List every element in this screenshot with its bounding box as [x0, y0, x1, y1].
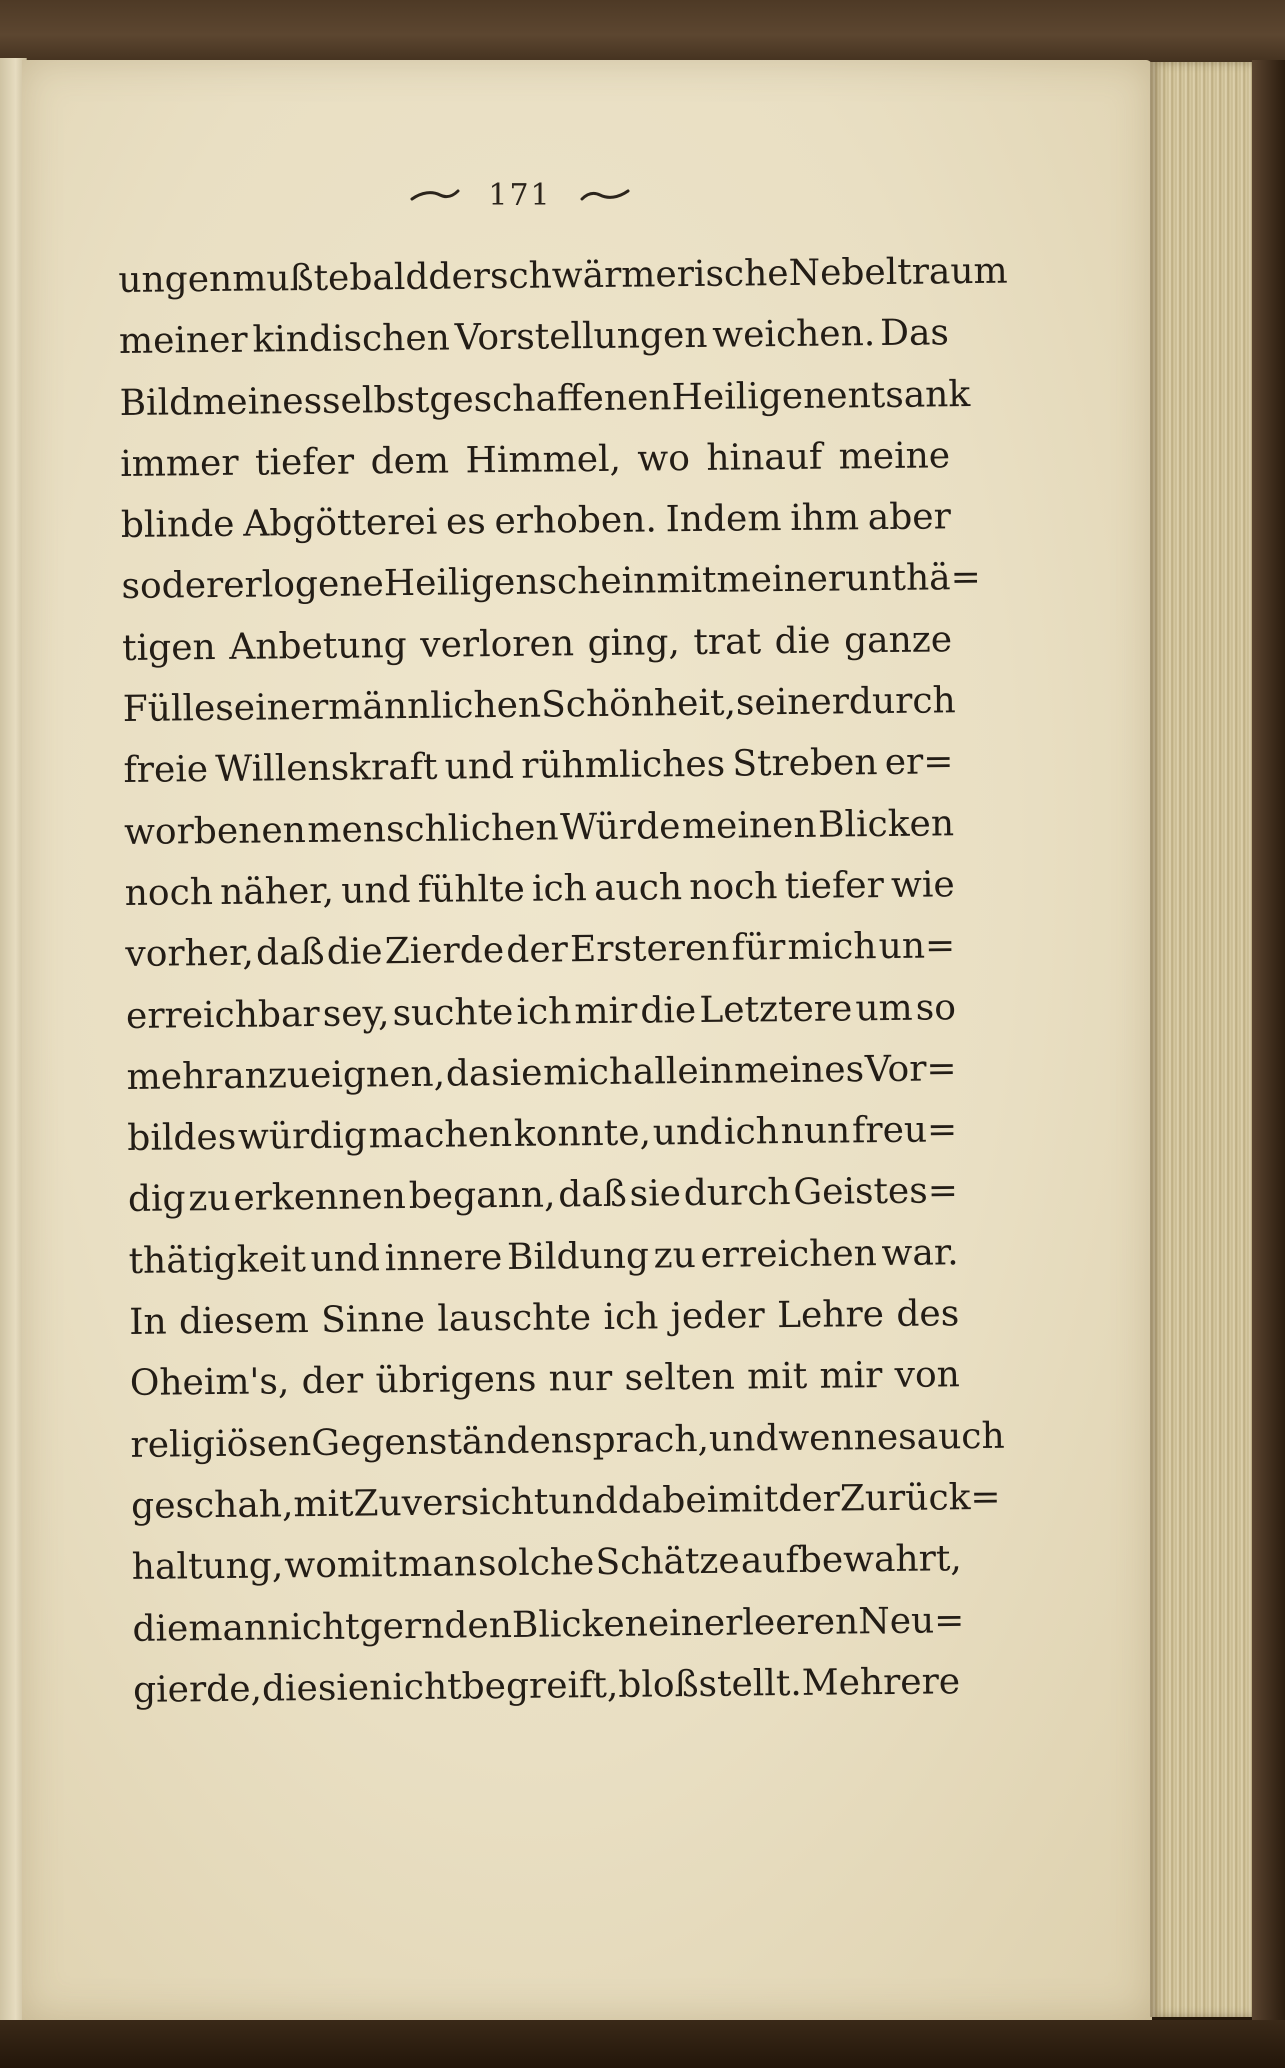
word: wo — [637, 437, 691, 480]
word: gern — [359, 1605, 445, 1648]
word: In — [129, 1301, 167, 1343]
word: erreichen — [700, 1232, 878, 1276]
word: mit — [656, 560, 717, 602]
word: Mehrere — [801, 1661, 961, 1704]
text-line — [121, 486, 952, 556]
word: und — [340, 869, 411, 912]
text-line — [118, 241, 1008, 311]
text-line — [127, 1099, 958, 1169]
word: meines — [733, 1049, 865, 1092]
word: blinde — [120, 503, 235, 547]
word: sie — [490, 1052, 543, 1094]
word: und — [548, 1480, 619, 1523]
word: entsank — [826, 373, 971, 417]
word: fühlte — [417, 868, 526, 911]
text-line — [120, 425, 951, 495]
body-text — [118, 241, 1008, 1721]
word: diesem — [178, 1300, 309, 1343]
word: die — [774, 620, 831, 662]
word: meiner — [118, 319, 248, 363]
word: Streben — [732, 742, 878, 785]
word: durch — [683, 1172, 791, 1215]
word: die — [132, 1607, 189, 1650]
word: Himmel, — [465, 438, 622, 482]
word: Heiligen — [671, 375, 827, 418]
word: dabei — [617, 1479, 719, 1522]
word: weichen. — [712, 313, 876, 357]
word: man — [397, 1543, 478, 1586]
word: Blicken — [817, 802, 955, 846]
word: Gegenständen — [311, 1419, 575, 1464]
word: mit — [746, 1356, 808, 1398]
word: Das — [879, 312, 950, 355]
word: der — [506, 929, 569, 972]
word: lauschte — [437, 1297, 592, 1340]
word: leeren — [742, 1600, 859, 1644]
word: Heiligenschein — [383, 560, 657, 605]
word: wie — [890, 864, 955, 906]
word: ich — [516, 990, 572, 1033]
book-cover-bottom — [0, 2020, 1285, 2068]
word: Schätze — [595, 1540, 740, 1584]
word: worbenen — [123, 809, 307, 853]
word: die — [640, 989, 697, 1032]
text-line — [128, 1222, 959, 1292]
word: Schönheit, — [540, 682, 737, 726]
word: ging, — [587, 621, 681, 664]
word: männlichen — [328, 684, 542, 728]
word: Ersteren — [569, 927, 730, 971]
word: Letztere — [699, 987, 853, 1031]
word: sprach, — [573, 1418, 710, 1461]
word: und — [444, 746, 515, 788]
word: sey, — [322, 992, 390, 1035]
word: ich — [723, 1111, 780, 1153]
word: der — [301, 1360, 364, 1403]
word: dig — [127, 1178, 186, 1221]
word: solche — [477, 1542, 595, 1585]
word: den — [444, 1604, 513, 1647]
word: Neu= — [857, 1599, 965, 1642]
word: hinauf — [706, 436, 823, 479]
word: zu — [653, 1234, 697, 1277]
word: übrigens — [375, 1359, 537, 1402]
word: religiösen — [130, 1422, 312, 1466]
flourish-right-icon — [580, 188, 630, 202]
text-line — [130, 1345, 961, 1415]
text-line — [125, 916, 956, 986]
word: thätigkeit — [128, 1238, 307, 1282]
word: die — [261, 1667, 319, 1710]
word: Sinne — [320, 1298, 426, 1341]
word: bildes — [127, 1116, 237, 1160]
word: erhoben. — [494, 499, 658, 543]
word: die — [326, 931, 383, 974]
word: der — [428, 256, 491, 298]
word: mit — [717, 1479, 779, 1521]
word: meiner — [716, 558, 846, 602]
word: un= — [878, 925, 956, 968]
word: freu= — [851, 1109, 958, 1152]
word: allein — [632, 1050, 734, 1093]
word: unthä= — [844, 557, 982, 600]
word: bald — [349, 256, 429, 299]
word: Zuversicht — [353, 1481, 549, 1525]
text-line — [133, 1651, 964, 1721]
word: meine — [838, 435, 951, 478]
word: meines — [191, 380, 323, 423]
running-head — [380, 170, 660, 220]
word: daß — [255, 932, 325, 974]
word: Würde — [559, 805, 681, 849]
word: kindischen — [252, 317, 451, 361]
word: für — [731, 927, 786, 969]
word: seiner — [735, 681, 850, 724]
word: machen — [368, 1114, 513, 1157]
word: selbstgeschaffenen — [321, 376, 672, 422]
text-line — [123, 732, 954, 802]
word: auch — [916, 1415, 1005, 1458]
word: mich — [787, 926, 877, 969]
word: Zierde — [384, 930, 505, 973]
word: und — [708, 1417, 779, 1460]
word: verloren — [420, 623, 575, 666]
word: und — [310, 1238, 381, 1280]
word: konnte, — [513, 1112, 652, 1156]
word: gierde, — [132, 1668, 263, 1711]
word: Vorstellungen — [454, 315, 708, 359]
word: Vor= — [864, 1048, 957, 1091]
word: mir — [819, 1355, 883, 1398]
word: haltung, — [131, 1545, 284, 1589]
word: anzueignen, — [223, 1053, 446, 1097]
word: immer — [120, 442, 239, 485]
word: es — [876, 1416, 917, 1458]
word: der — [161, 565, 224, 608]
text-line — [130, 1406, 1005, 1476]
word: es — [445, 501, 486, 543]
text-line — [124, 793, 955, 863]
word: trat — [693, 621, 762, 663]
text-line — [128, 1161, 959, 1231]
word: des — [896, 1293, 960, 1335]
page-number: 171 — [488, 177, 552, 213]
word: wenn — [778, 1416, 878, 1459]
word: ungen — [118, 258, 233, 301]
word: Willenskraft — [215, 747, 438, 791]
word: nun — [780, 1110, 851, 1153]
word: jeder — [670, 1295, 765, 1338]
word: seiner — [215, 686, 329, 730]
word: und — [652, 1111, 723, 1154]
word: mehr — [126, 1055, 223, 1098]
word: ganze — [843, 619, 953, 662]
text-line — [129, 1283, 960, 1353]
word: der — [778, 1478, 841, 1521]
text-line — [130, 1467, 1001, 1537]
word: aber — [867, 496, 952, 539]
word: erlogene — [223, 563, 384, 607]
text-line — [121, 548, 982, 618]
word: noch — [689, 866, 778, 909]
word: suchte — [392, 991, 514, 1034]
word: Indem — [665, 498, 782, 541]
word: Anbetung — [229, 624, 407, 668]
word: aufbewahrt, — [740, 1538, 962, 1582]
text-line — [122, 609, 953, 679]
word: von — [894, 1354, 961, 1397]
word: zu — [188, 1178, 231, 1220]
word: bloß — [618, 1663, 699, 1706]
word: vorher, — [125, 932, 255, 976]
word: freie — [123, 749, 209, 792]
word: mußte — [232, 257, 350, 300]
word: Geistes= — [793, 1170, 959, 1214]
word: begann, — [408, 1174, 556, 1218]
word: nicht — [368, 1666, 462, 1709]
word: nur — [548, 1358, 613, 1400]
word: tigen — [121, 626, 216, 669]
book-cover-right — [1252, 60, 1285, 2020]
word: sie — [317, 1667, 370, 1709]
word: Nebeltraum — [788, 250, 1008, 294]
word: man — [188, 1607, 268, 1649]
word: Blicken — [511, 1603, 649, 1646]
word: ihm — [789, 497, 860, 540]
text-line — [126, 977, 957, 1047]
word: Zurück= — [839, 1476, 1001, 1520]
word: so — [121, 566, 162, 608]
word: auch — [593, 867, 683, 910]
word: tiefer — [784, 864, 885, 908]
word: mir — [574, 990, 638, 1032]
word: war. — [881, 1232, 959, 1274]
word: so — [915, 986, 957, 1029]
word: durch — [848, 680, 956, 723]
word: mit — [293, 1483, 354, 1526]
word: er= — [884, 741, 954, 784]
word: innere — [384, 1236, 503, 1280]
word: selten — [624, 1356, 736, 1400]
word: daß — [558, 1174, 628, 1216]
word: Lehre — [776, 1294, 885, 1337]
word: menschlichen — [307, 807, 559, 851]
text-line — [131, 1528, 962, 1598]
word: näher, — [219, 870, 335, 913]
word: tiefer — [254, 441, 355, 484]
word: stellt. — [698, 1662, 802, 1705]
word: sie — [629, 1173, 682, 1216]
word: nicht — [266, 1606, 360, 1649]
word: erreichbar — [125, 993, 320, 1037]
word: rühmliches — [521, 744, 726, 788]
word: dem — [370, 440, 450, 483]
page-block-edges — [1150, 62, 1252, 2017]
word: ich — [531, 868, 588, 910]
text-line — [122, 670, 956, 740]
word: Fülle — [122, 688, 216, 731]
text-line — [132, 1590, 963, 1660]
word: einer — [647, 1602, 743, 1645]
word: womit — [284, 1544, 398, 1587]
text-line — [124, 854, 955, 924]
word: erkennen — [233, 1176, 407, 1220]
flourish-left-icon — [410, 188, 460, 202]
word: meinen — [681, 804, 817, 847]
word: begreift, — [461, 1664, 619, 1708]
text-line — [126, 1038, 957, 1108]
word: mich — [542, 1051, 633, 1094]
word: Oheim's, — [129, 1361, 290, 1405]
word: Bild — [119, 381, 193, 424]
text-line — [119, 303, 950, 373]
word: Bildung — [506, 1235, 650, 1278]
word: da — [445, 1053, 491, 1095]
word: geschah, — [130, 1484, 294, 1527]
word: ich — [603, 1296, 659, 1339]
text-line — [119, 364, 971, 434]
word: Abgötterei — [243, 501, 438, 545]
word: würdig — [237, 1115, 368, 1158]
word: noch — [124, 872, 214, 914]
word: schwärmerische — [489, 252, 789, 298]
word: um — [855, 987, 913, 1029]
